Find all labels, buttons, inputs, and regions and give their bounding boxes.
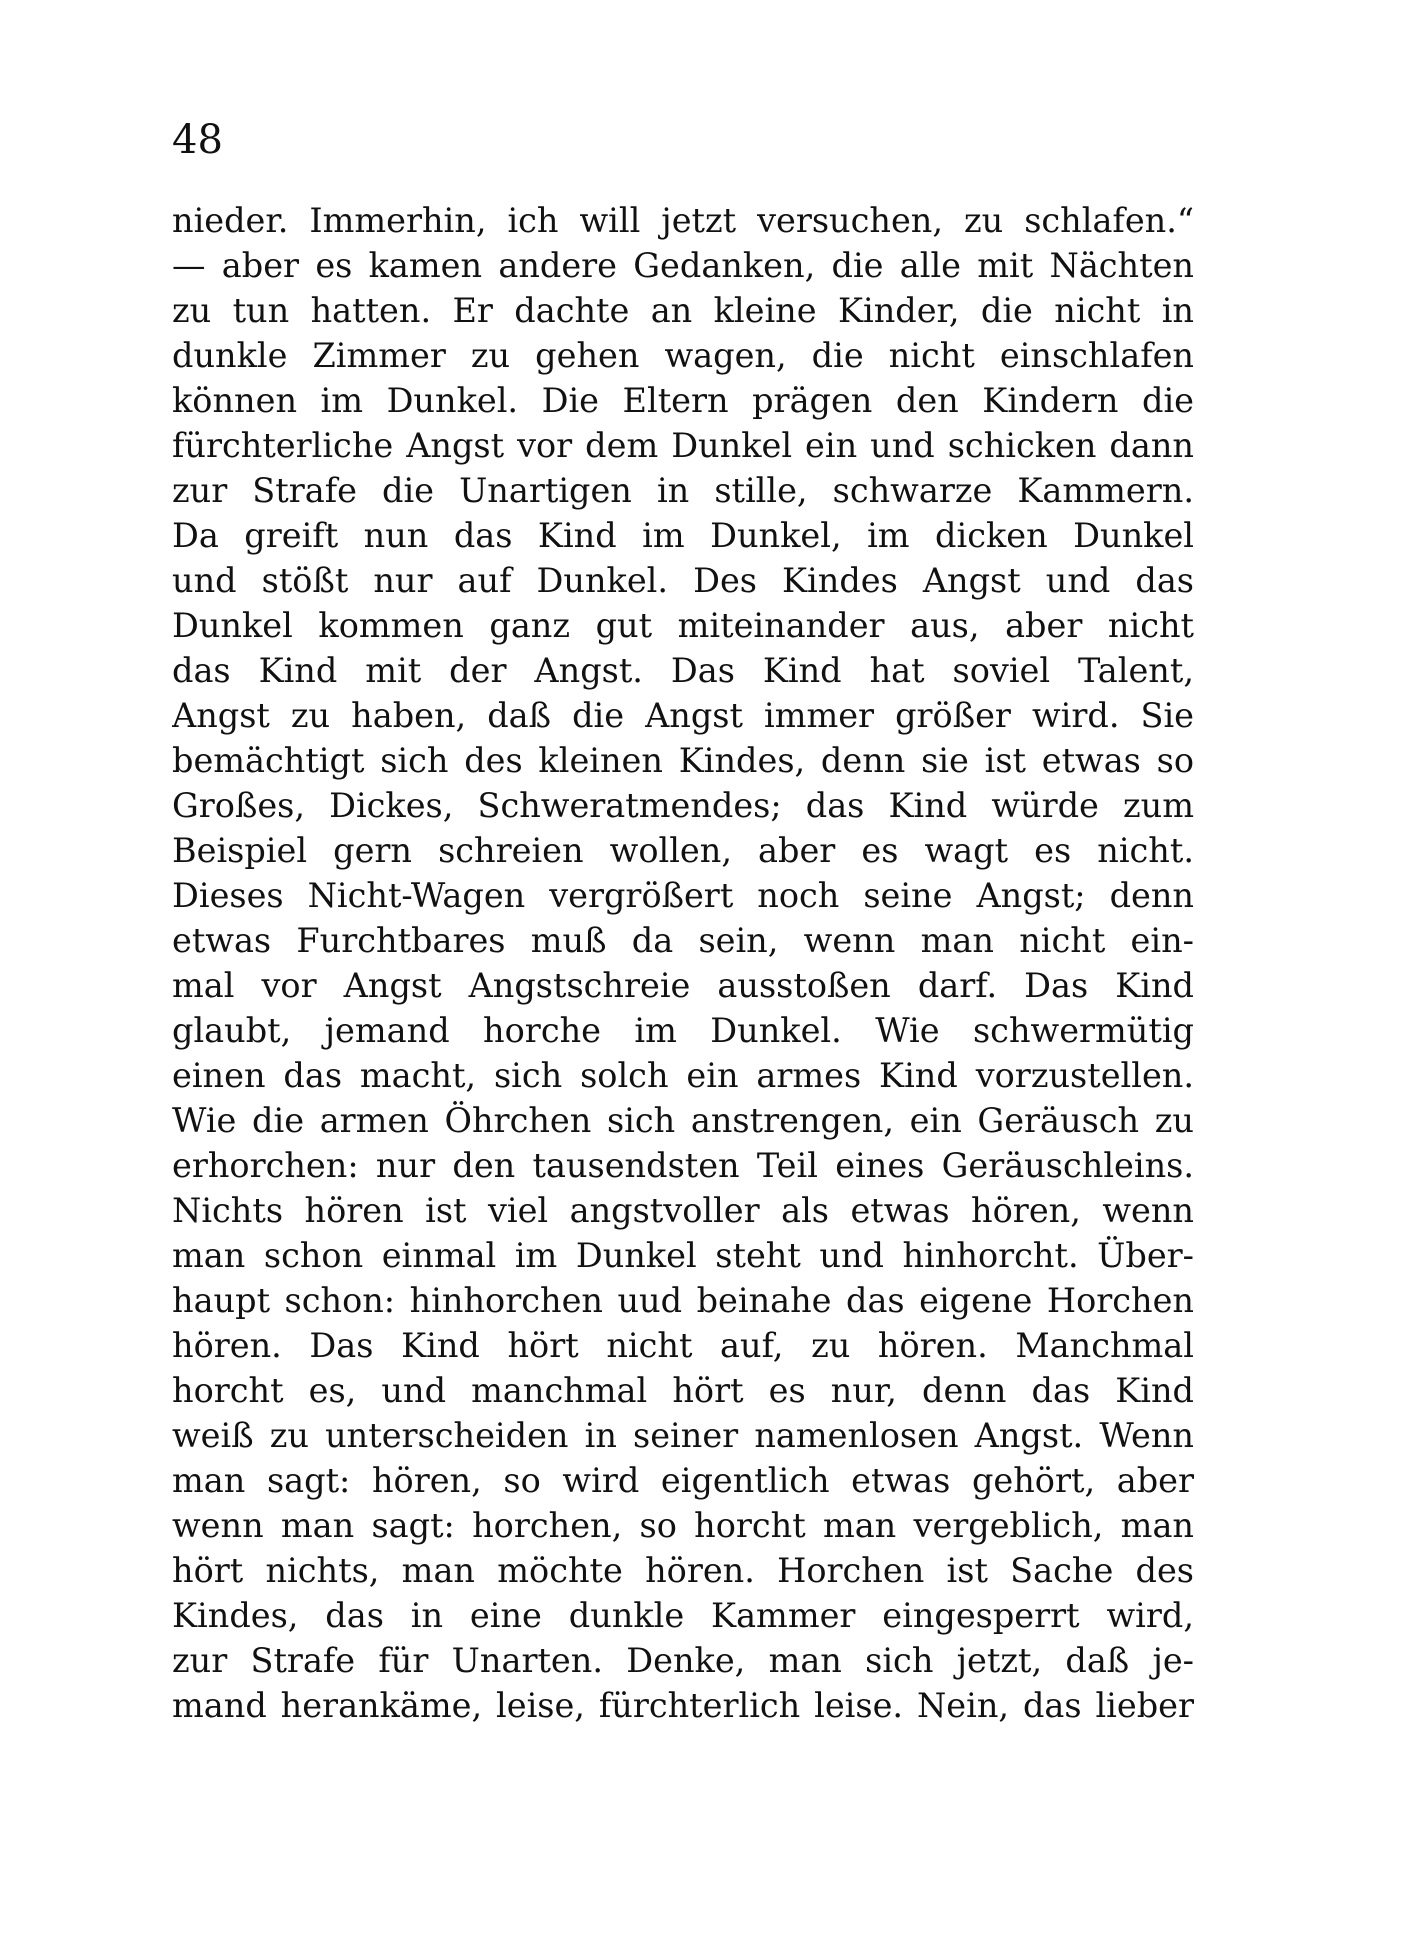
page-number: 48 [172,117,223,163]
text-line: bemächtigt sich des kleinen Kindes, denn sie ist etwas so [172,741,1194,780]
text-line: zu tun hatten. Er dachte an kleine Kinder, die nicht in [172,291,1194,330]
text-line: — aber es kamen andere Gedanken, die alle mit Nächten [172,246,1194,285]
text-line: man schon einmal im Dunkel steht und hinhorcht. Über- [172,1236,1194,1275]
text-line: man sagt: hören, so wird eigentlich etwas gehört, aber [172,1461,1194,1500]
text-line: können im Dunkel. Die Eltern prägen den Kindern die [172,381,1194,420]
text-line: Wie die armen Öhrchen sich anstrengen, ein Geräusch zu [172,1101,1194,1140]
text-line: Dieses Nicht-Wagen vergrößert noch seine Angst; denn [172,876,1194,915]
text-line: wenn man sagt: horchen, so horcht man vergeblich, man [172,1506,1194,1545]
text-line: erhorchen: nur den tausendsten Teil eines Geräuschleins. [172,1146,1194,1185]
text-line: und stößt nur auf Dunkel. Des Kindes Angst und das [172,561,1194,600]
body-text [172,198,1194,1728]
text-line: glaubt, jemand horche im Dunkel. Wie schwermütig [172,1011,1194,1050]
text-line: Kindes, das in eine dunkle Kammer eingesperrt wird, [172,1596,1194,1635]
text-line: Großes, Dickes, Schweratmendes; das Kind würde zum [172,786,1194,825]
text-line: mand herankäme, leise, fürchterlich leise. Nein, das lieber [172,1686,1194,1725]
text-line: zur Strafe für Unarten. Denke, man sich jetzt, daß je- [172,1641,1194,1680]
text-line: hören. Das Kind hört nicht auf, zu hören. Manchmal [172,1326,1194,1365]
text-line: das Kind mit der Angst. Das Kind hat soviel Talent, [172,651,1194,690]
text-line: Dunkel kommen ganz gut miteinander aus, aber nicht [172,606,1194,645]
text-line: einen das macht, sich solch ein armes Kind vorzustellen. [172,1056,1194,1095]
text-line: dunkle Zimmer zu gehen wagen, die nicht einschlafen [172,336,1194,375]
text-line: fürchterliche Angst vor dem Dunkel ein und schicken dann [172,426,1194,465]
text-line: mal vor Angst Angstschreie ausstoßen darf. Das Kind [172,966,1194,1005]
text-line: Beispiel gern schreien wollen, aber es wagt es nicht. [172,831,1194,870]
text-line: Angst zu haben, daß die Angst immer größer wird. Sie [172,696,1194,735]
text-line: etwas Furchtbares muß da sein, wenn man nicht ein- [172,921,1194,960]
text-line: weiß zu unterscheiden in seiner namenlosen Angst. Wenn [172,1416,1194,1455]
text-line: haupt schon: hinhorchen uud beinahe das eigene Horchen [172,1281,1194,1320]
text-line: nieder. Immerhin, ich will jetzt versuchen, zu schlafen.“ [172,201,1194,240]
text-line: zur Strafe die Unartigen in stille, schwarze Kammern. [172,471,1194,510]
text-line: hört nichts, man möchte hören. Horchen ist Sache des [172,1551,1194,1590]
text-line: horcht es, und manchmal hört es nur, denn das Kind [172,1371,1194,1410]
text-line: Nichts hören ist viel angstvoller als etwas hören, wenn [172,1191,1194,1230]
text-line: Da greift nun das Kind im Dunkel, im dicken Dunkel [172,516,1194,555]
